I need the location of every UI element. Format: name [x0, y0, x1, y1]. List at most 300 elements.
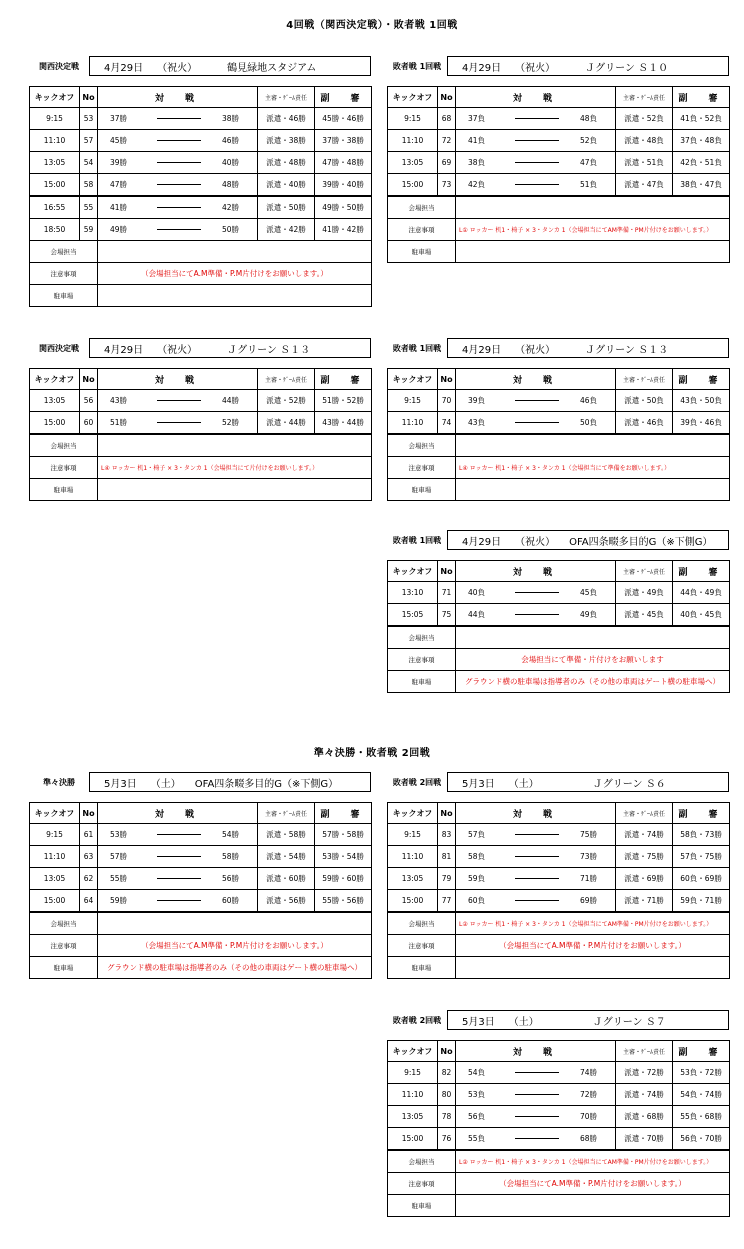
- team-b: 47負: [562, 152, 616, 174]
- team-b: 52勝: [204, 412, 258, 435]
- day-of-week: （祝火）: [515, 344, 556, 356]
- team-b: 48負: [562, 108, 616, 130]
- col-kickoff: キックオフ: [388, 803, 438, 824]
- referee: 派遣・74勝: [616, 824, 673, 846]
- column-header-row: [388, 1041, 730, 1062]
- kickoff-time: 15:05: [388, 604, 438, 627]
- team-b: 56勝: [204, 868, 258, 890]
- info-row-venue-staff: [388, 1150, 730, 1173]
- date: 4月29日: [104, 62, 144, 74]
- team-b: 42勝: [204, 196, 258, 219]
- match-no: 63: [80, 846, 98, 868]
- info-row-notes: [30, 457, 372, 479]
- match-table: [29, 86, 372, 307]
- team-a: 43勝: [98, 390, 155, 412]
- col-match: 対 戦: [98, 803, 258, 824]
- col-kickoff: キックオフ: [30, 87, 80, 108]
- versus-line: [155, 868, 204, 890]
- team-a: 57勝: [98, 846, 155, 868]
- versus-line: [513, 604, 562, 627]
- col-match: 対 戦: [456, 369, 616, 390]
- team-a: 51勝: [98, 412, 155, 435]
- kickoff-time: 13:05: [30, 152, 80, 174]
- info-label: 注意事項: [388, 935, 456, 957]
- versus-line: [155, 219, 204, 241]
- team-a: 44負: [456, 604, 513, 627]
- assistant-referees: 45勝・46勝: [315, 108, 372, 130]
- assistant-referees: 59勝・60勝: [315, 868, 372, 890]
- date: 5月3日: [104, 778, 137, 790]
- col-assistant: 副 審: [673, 561, 730, 582]
- versus-line: [155, 174, 204, 197]
- match-no: 75: [438, 604, 456, 627]
- match-row: [30, 174, 372, 197]
- kickoff-time: 13:05: [388, 152, 438, 174]
- info-label: 駐車場: [30, 285, 98, 307]
- match-no: 78: [438, 1106, 456, 1128]
- versus-line: [513, 824, 562, 846]
- versus-line: [513, 108, 562, 130]
- team-a: 57負: [456, 824, 513, 846]
- info-row-parking: [388, 671, 730, 693]
- team-b: 69勝: [562, 890, 616, 913]
- assistant-referees: 41勝・42勝: [315, 219, 372, 241]
- info-text: [456, 434, 730, 457]
- team-a: 41負: [456, 130, 513, 152]
- col-referee: 主審・ｹﾞｰﾑ責任: [258, 803, 315, 824]
- info-text: [98, 434, 372, 457]
- referee: 派遣・45負: [616, 604, 673, 627]
- info-text: [456, 479, 730, 501]
- assistant-referees: 37勝・38勝: [315, 130, 372, 152]
- venue-name: Ｊグリーン Ｓ７: [592, 1016, 666, 1028]
- day-of-week: （祝火）: [157, 62, 198, 74]
- referee: 派遣・48負: [616, 130, 673, 152]
- team-b: 46負: [562, 390, 616, 412]
- kickoff-time: 15:00: [388, 1128, 438, 1151]
- team-a: 43負: [456, 412, 513, 435]
- versus-line: [513, 846, 562, 868]
- assistant-referees: 44負・49負: [673, 582, 730, 604]
- assistant-referees: 60負・69勝: [673, 868, 730, 890]
- col-kickoff: キックオフ: [30, 369, 80, 390]
- info-label: 注意事項: [388, 649, 456, 671]
- info-text: L④ ロッカー 机1・椅子 × 3・タンカ 1（会場担当にて準備をお願いします。）: [456, 457, 730, 479]
- col-assistant: 副 審: [673, 369, 730, 390]
- info-label: 注意事項: [388, 1173, 456, 1195]
- versus-line: [155, 130, 204, 152]
- info-label: 会場担当: [388, 912, 456, 935]
- assistant-referees: 47勝・48勝: [315, 152, 372, 174]
- date: 4月29日: [462, 344, 502, 356]
- info-row-notes: [388, 1173, 730, 1195]
- venue-box: [89, 338, 371, 358]
- match-row: [30, 108, 372, 130]
- info-label: 会場担当: [388, 1150, 456, 1173]
- info-label: 駐車場: [388, 671, 456, 693]
- day-of-week: （祝火）: [515, 62, 556, 74]
- match-row: [388, 1106, 730, 1128]
- info-row-venue-staff: [388, 626, 730, 649]
- kickoff-time: 15:00: [30, 890, 80, 913]
- team-a: 60負: [456, 890, 513, 913]
- team-b: 50負: [562, 412, 616, 435]
- kickoff-time: 11:10: [388, 412, 438, 435]
- block-header: [387, 338, 729, 358]
- col-assistant: 副 審: [315, 87, 372, 108]
- info-row-notes: [388, 457, 730, 479]
- day-of-week: （祝火）: [515, 536, 556, 548]
- team-b: 54勝: [204, 824, 258, 846]
- referee: 派遣・71勝: [616, 890, 673, 913]
- info-row-venue-staff: [388, 912, 730, 935]
- assistant-referees: 39負・46負: [673, 412, 730, 435]
- match-table: [29, 368, 372, 501]
- column-header-row: [388, 87, 730, 108]
- kickoff-time: 13:05: [388, 868, 438, 890]
- info-label: 注意事項: [388, 457, 456, 479]
- match-row: [388, 108, 730, 130]
- info-text: [456, 1195, 730, 1217]
- col-no: No: [80, 369, 98, 390]
- team-a: 41勝: [98, 196, 155, 219]
- info-row-parking: [30, 479, 372, 501]
- block-header: [387, 530, 729, 550]
- col-referee: 主審・ｹﾞｰﾑ責任: [616, 803, 673, 824]
- match-row: [388, 174, 730, 197]
- info-text: グラウンド横の駐車場は指導者のみ（その他の車両はゲート横の駐車場へ）: [456, 671, 730, 693]
- team-a: 54負: [456, 1062, 513, 1084]
- schedule-block-kansai-tsurumi: [29, 56, 371, 307]
- referee: 派遣・74勝: [616, 1084, 673, 1106]
- referee: 派遣・52負: [616, 108, 673, 130]
- team-a: 37勝: [98, 108, 155, 130]
- match-no: 56: [80, 390, 98, 412]
- match-row: [30, 152, 372, 174]
- assistant-referees: 55負・68勝: [673, 1106, 730, 1128]
- team-a: 40負: [456, 582, 513, 604]
- team-b: 50勝: [204, 219, 258, 241]
- kickoff-time: 11:10: [388, 130, 438, 152]
- referee: 派遣・68勝: [616, 1106, 673, 1128]
- referee: 派遣・47負: [616, 174, 673, 197]
- match-row: [30, 868, 372, 890]
- col-assistant: 副 審: [315, 369, 372, 390]
- kickoff-time: 9:15: [30, 108, 80, 130]
- referee: 派遣・38勝: [258, 130, 315, 152]
- kickoff-time: 15:00: [30, 412, 80, 435]
- team-a: 59負: [456, 868, 513, 890]
- assistant-referees: 43勝・44勝: [315, 412, 372, 435]
- info-row-venue-staff: [30, 241, 372, 263]
- versus-line: [155, 890, 204, 913]
- block-header: [29, 772, 371, 792]
- venue-box: [89, 772, 371, 792]
- venue-name: Ｊグリーン Ｓ１３: [585, 344, 669, 356]
- team-a: 55負: [456, 1128, 513, 1151]
- schedule-block-quarterfinal-ofa: [29, 772, 371, 979]
- team-b: 74勝: [562, 1062, 616, 1084]
- versus-line: [155, 152, 204, 174]
- info-row-notes: [388, 935, 730, 957]
- team-b: 58勝: [204, 846, 258, 868]
- col-match: 対 戦: [98, 369, 258, 390]
- venue-box: [447, 338, 729, 358]
- match-row: [388, 824, 730, 846]
- match-no: 83: [438, 824, 456, 846]
- team-a: 42負: [456, 174, 513, 197]
- kickoff-time: 9:15: [388, 390, 438, 412]
- info-text: （会場担当にてA.M準備・P.M片付けをお願いします。）: [98, 263, 372, 285]
- info-text: グラウンド横の駐車場は指導者のみ（その他の車両はゲート横の駐車場へ）: [98, 957, 372, 979]
- match-no: 68: [438, 108, 456, 130]
- match-no: 62: [80, 868, 98, 890]
- info-row-venue-staff: [388, 196, 730, 219]
- kickoff-time: 15:00: [388, 174, 438, 197]
- match-table: [387, 1040, 730, 1217]
- column-header-row: [388, 803, 730, 824]
- venue-box: [447, 772, 729, 792]
- info-label: 会場担当: [388, 626, 456, 649]
- info-text: （会場担当にてA.M準備・P.M片付けをお願いします。）: [456, 935, 730, 957]
- match-no: 73: [438, 174, 456, 197]
- info-text: L② ロッカー 机1・椅子 × 3・タンカ 1（会場担当にてAM準備・PM片付けをお願いします。）: [456, 1150, 730, 1173]
- match-row: [388, 604, 730, 627]
- info-label: 注意事項: [30, 263, 98, 285]
- date: 5月3日: [462, 1016, 495, 1028]
- column-header-row: [30, 803, 372, 824]
- venue-name: Ｊグリーン Ｓ１０: [585, 62, 669, 74]
- col-referee: 主審・ｹﾞｰﾑ責任: [616, 87, 673, 108]
- info-label: 注意事項: [30, 935, 98, 957]
- referee: 派遣・44勝: [258, 412, 315, 435]
- team-b: 70勝: [562, 1106, 616, 1128]
- day-of-week: （土）: [508, 778, 539, 790]
- match-row: [30, 219, 372, 241]
- kickoff-time: 11:10: [30, 130, 80, 152]
- kickoff-time: 11:10: [388, 846, 438, 868]
- venue-name: 鶴見緑地スタジアム: [227, 62, 317, 74]
- info-text: [456, 241, 730, 263]
- match-table: [387, 368, 730, 501]
- match-row: [388, 890, 730, 913]
- referee: 派遣・48勝: [258, 152, 315, 174]
- versus-line: [513, 152, 562, 174]
- block-header: [387, 56, 729, 76]
- match-row: [30, 390, 372, 412]
- schedule-block-losers-s10: [387, 56, 729, 263]
- col-no: No: [80, 87, 98, 108]
- info-text: （会場担当にてA.M準備・P.M片付けをお願いします。）: [98, 935, 372, 957]
- info-label: 駐車場: [30, 479, 98, 501]
- match-no: 69: [438, 152, 456, 174]
- versus-line: [513, 1084, 562, 1106]
- referee: 派遣・60勝: [258, 868, 315, 890]
- block-header: [29, 56, 371, 76]
- assistant-referees: 54負・74勝: [673, 1084, 730, 1106]
- schedule-block-losers-ofa: [387, 530, 729, 693]
- team-a: 47勝: [98, 174, 155, 197]
- info-text: [98, 285, 372, 307]
- venue-name: OFA四条畷多目的G（※下側G）: [194, 778, 339, 790]
- assistant-referees: 37負・48負: [673, 130, 730, 152]
- col-assistant: 副 審: [673, 87, 730, 108]
- match-row: [388, 1062, 730, 1084]
- match-no: 76: [438, 1128, 456, 1151]
- kickoff-time: 9:15: [388, 1062, 438, 1084]
- match-no: 79: [438, 868, 456, 890]
- col-referee: 主審・ｹﾞｰﾑ責任: [258, 87, 315, 108]
- match-row: [30, 412, 372, 435]
- col-match: 対 戦: [456, 1041, 616, 1062]
- match-row: [388, 1128, 730, 1151]
- assistant-referees: 39勝・40勝: [315, 174, 372, 197]
- day-of-week: （土）: [508, 1016, 539, 1028]
- block-header: [29, 338, 371, 358]
- col-referee: 主審・ｹﾞｰﾑ責任: [616, 369, 673, 390]
- match-table: [29, 802, 372, 979]
- info-row-parking: [30, 285, 372, 307]
- assistant-referees: 51勝・52勝: [315, 390, 372, 412]
- info-text: 会場担当にて準備・片付けをお願いします: [456, 649, 730, 671]
- versus-line: [155, 196, 204, 219]
- col-no: No: [438, 1041, 456, 1062]
- date: 4月29日: [462, 536, 502, 548]
- match-no: 55: [80, 196, 98, 219]
- col-referee: 主審・ｹﾞｰﾑ責任: [616, 1041, 673, 1062]
- match-no: 70: [438, 390, 456, 412]
- block-label: 関西決定戦: [39, 343, 79, 353]
- block-header: [387, 772, 729, 792]
- date: 4月29日: [462, 62, 502, 74]
- versus-line: [513, 1106, 562, 1128]
- match-row: [30, 846, 372, 868]
- team-b: 72勝: [562, 1084, 616, 1106]
- versus-line: [513, 130, 562, 152]
- match-row: [30, 130, 372, 152]
- info-label: 駐車場: [30, 957, 98, 979]
- match-no: 58: [80, 174, 98, 197]
- info-label: 駐車場: [388, 957, 456, 979]
- kickoff-time: 13:05: [30, 390, 80, 412]
- referee: 派遣・70勝: [616, 1128, 673, 1151]
- column-header-row: [388, 561, 730, 582]
- col-kickoff: キックオフ: [388, 369, 438, 390]
- block-label: 敗者戦 1回戦: [392, 61, 442, 71]
- match-no: 61: [80, 824, 98, 846]
- match-row: [388, 582, 730, 604]
- info-label: 会場担当: [30, 912, 98, 935]
- block-header: [387, 1010, 729, 1030]
- info-label: 注意事項: [30, 457, 98, 479]
- team-b: 60勝: [204, 890, 258, 913]
- referee: 派遣・50負: [616, 390, 673, 412]
- column-header-row: [30, 369, 372, 390]
- info-label: 会場担当: [30, 241, 98, 263]
- team-b: 38勝: [204, 108, 258, 130]
- referee: 派遣・72勝: [616, 1062, 673, 1084]
- column-header-row: [388, 369, 730, 390]
- match-row: [30, 196, 372, 219]
- info-row-parking: [388, 957, 730, 979]
- assistant-referees: 58負・73勝: [673, 824, 730, 846]
- assistant-referees: 53勝・54勝: [315, 846, 372, 868]
- venue-box: [447, 56, 729, 76]
- match-table: [387, 802, 730, 979]
- kickoff-time: 9:15: [388, 824, 438, 846]
- team-b: 73勝: [562, 846, 616, 868]
- assistant-referees: 41負・52負: [673, 108, 730, 130]
- kickoff-time: 11:10: [388, 1084, 438, 1106]
- col-kickoff: キックオフ: [30, 803, 80, 824]
- kickoff-time: 13:05: [388, 1106, 438, 1128]
- assistant-referees: 42負・51負: [673, 152, 730, 174]
- col-no: No: [80, 803, 98, 824]
- schedule-block-losers-s13: [387, 338, 729, 501]
- match-table: [387, 86, 730, 263]
- kickoff-time: 16:55: [30, 196, 80, 219]
- team-b: 48勝: [204, 174, 258, 197]
- info-text: [98, 241, 372, 263]
- venue-name: Ｊグリーン Ｓ１３: [227, 344, 311, 356]
- info-row-notes: [388, 649, 730, 671]
- referee: 派遣・54勝: [258, 846, 315, 868]
- assistant-referees: 43負・50負: [673, 390, 730, 412]
- team-a: 45勝: [98, 130, 155, 152]
- match-no: 72: [438, 130, 456, 152]
- day-of-week: （土）: [150, 778, 181, 790]
- info-text: [456, 957, 730, 979]
- match-row: [30, 824, 372, 846]
- info-text: （会場担当にてA.M準備・P.M片付けをお願いします。）: [456, 1173, 730, 1195]
- referee: 派遣・69勝: [616, 868, 673, 890]
- block-label: 準々決勝: [43, 777, 75, 787]
- assistant-referees: 59負・71勝: [673, 890, 730, 913]
- info-label: 駐車場: [388, 479, 456, 501]
- date: 5月3日: [462, 778, 495, 790]
- col-assistant: 副 審: [673, 1041, 730, 1062]
- match-no: 77: [438, 890, 456, 913]
- venue-box: [447, 1010, 729, 1030]
- match-table: [387, 560, 730, 693]
- schedule-block-losers2-s7: [387, 1010, 729, 1217]
- assistant-referees: 57勝・58勝: [315, 824, 372, 846]
- info-text: L④ ロッカー 机1・椅子 × 3・タンカ 1（会場担当にて片付けをお願いします。）: [98, 457, 372, 479]
- versus-line: [513, 890, 562, 913]
- match-row: [388, 412, 730, 435]
- info-row-venue-staff: [30, 434, 372, 457]
- col-assistant: 副 審: [673, 803, 730, 824]
- info-row-notes: [388, 219, 730, 241]
- info-label: 会場担当: [388, 434, 456, 457]
- info-text: [456, 196, 730, 219]
- match-row: [388, 868, 730, 890]
- kickoff-time: 13:05: [30, 868, 80, 890]
- schedule-block-losers2-s6: [387, 772, 729, 979]
- assistant-referees: 57負・75勝: [673, 846, 730, 868]
- block-label: 敗者戦 1回戦: [392, 343, 442, 353]
- section-title-round4: 4回戦（関西決定戦）・敗者戦 1回戦: [286, 20, 458, 31]
- team-a: 59勝: [98, 890, 155, 913]
- match-no: 81: [438, 846, 456, 868]
- match-no: 64: [80, 890, 98, 913]
- block-label: 敗者戦 2回戦: [392, 777, 442, 787]
- team-a: 55勝: [98, 868, 155, 890]
- team-a: 58負: [456, 846, 513, 868]
- team-a: 53勝: [98, 824, 155, 846]
- info-row-parking: [388, 1195, 730, 1217]
- match-row: [388, 152, 730, 174]
